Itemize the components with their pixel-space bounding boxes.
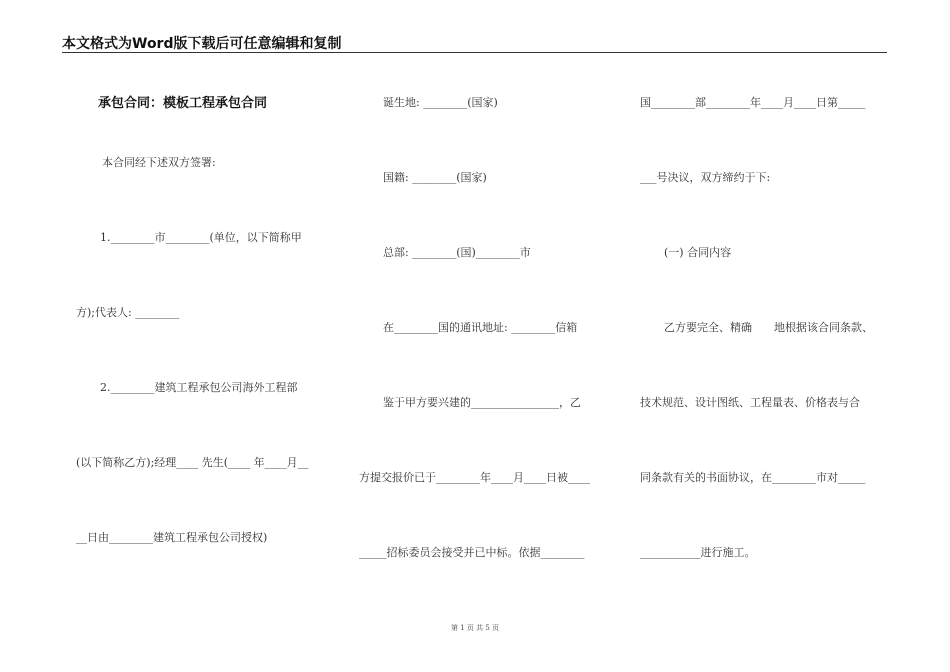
paragraph-line: (以下简称乙方);经理____ 先生(____ 年____月__	[76, 456, 309, 469]
paragraph-line: ___号决议，双方缔约于下:	[640, 171, 771, 184]
paragraph-line: _____招标委员会接受并已中标。依据________	[359, 546, 585, 559]
paragraph-line: 本合同经下述双方签署:	[102, 156, 216, 169]
paragraph-line: 总部: ________(国)________市	[383, 246, 531, 259]
paragraph-line: 鉴于甲方要兴建的________________，乙	[383, 396, 581, 409]
paragraph-line: 国________部________年____月____日第_____	[640, 96, 866, 109]
paragraph-line: 国籍: ________(国家)	[383, 171, 487, 184]
page-number: 第 1 页 共 5 页	[450, 624, 500, 632]
paragraph-line: 技术规范、设计图纸、工程量表、价格表与合	[640, 396, 860, 409]
paragraph-line: (一) 合同内容	[664, 246, 732, 259]
page-header: 本文格式为Word版下载后可任意编辑和复制	[62, 36, 342, 52]
paragraph-line: 乙方要完全、精确 地根据该合同条款、	[664, 321, 873, 334]
paragraph-line: 方);代表人: ________	[76, 306, 180, 319]
paragraph-line: 同条款有关的书面协议，在________市对_____	[640, 471, 866, 484]
header-rule	[62, 52, 887, 53]
paragraph-line: 2.________建筑工程承包公司海外工程部	[100, 381, 298, 394]
paragraph-line: 方提交报价已于________年____月____日被____	[359, 471, 590, 484]
paragraph-line: ___________进行施工。	[640, 546, 756, 559]
paragraph-line: 诞生地: ________(国家)	[383, 96, 498, 109]
document-title: 承包合同：模板工程承包合同	[98, 96, 268, 111]
paragraph-line: 在________国的通讯地址: ________信箱	[383, 321, 578, 334]
paragraph-line: __日由________建筑工程承包公司授权)	[76, 531, 268, 544]
paragraph-line: 1.________市________(单位，以下简称甲	[100, 231, 302, 244]
